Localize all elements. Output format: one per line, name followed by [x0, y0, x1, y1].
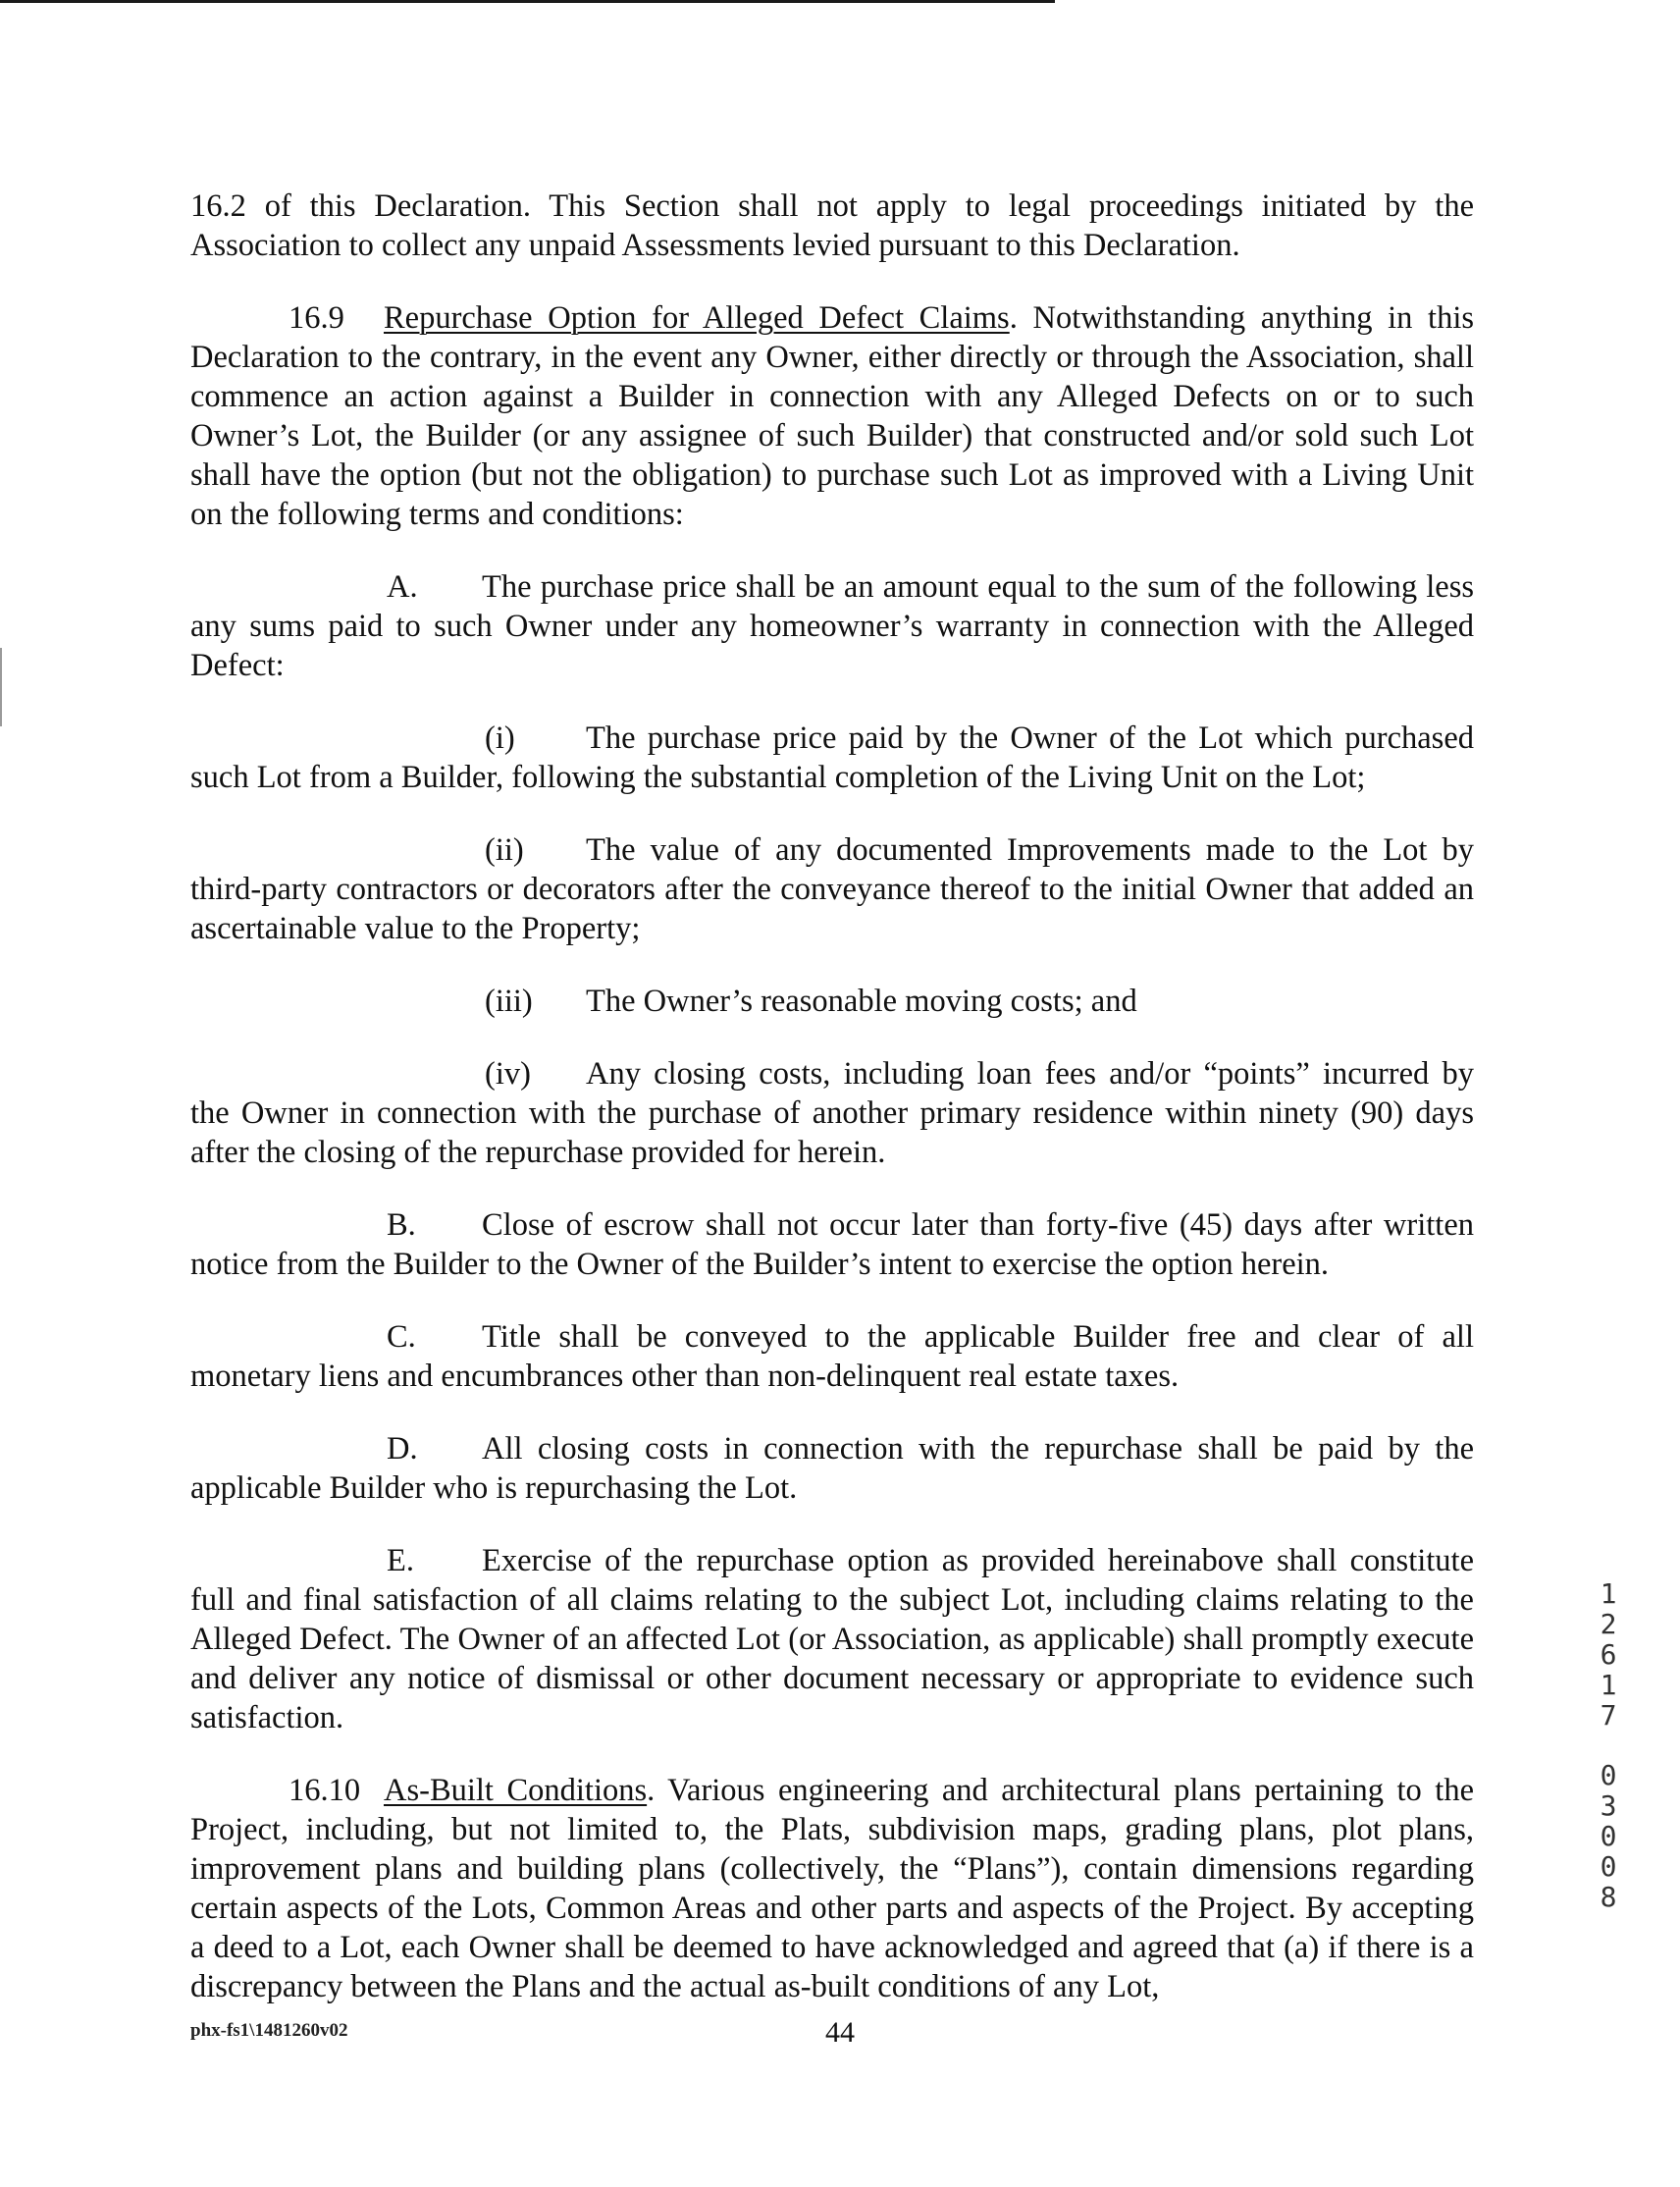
subsection-label: B. — [387, 1207, 416, 1243]
paragraph-text: All closing costs in connection with the repurchase shall be paid by the applicable Builder who is repurchasing the Lot. — [190, 1431, 1474, 1506]
scan-edge-left-mark — [0, 648, 2, 726]
paragraph-text: Exercise of the repurchase option as provided hereinabove shall constitute full and final satisfaction of all claims relating to the subject Lot, including claims relating to the Alleged Defect. The Owner of an affected Lot (or Association, as applicable) shall promptly execute and deliver any notice of dismissal or other document necessary or appropriate to evidence such satisfaction. — [190, 1543, 1474, 1735]
paragraph-text: Title shall be conveyed to the applicable Builder free and clear of all monetary liens and encumbrances other than non-delinquent real estate taxes. — [190, 1319, 1474, 1394]
paragraph-text: Any closing costs, including loan fees and/or “points” incurred by the Owner in connection with the purchase of another primary residence within ninety (90) days after the closing of the repurchase provided for herein. — [190, 1056, 1474, 1170]
subsection-d — [190, 1429, 1474, 1508]
paragraph-text: The Owner’s reasonable moving costs; and — [586, 984, 1137, 1019]
recording-stamp-gap — [1596, 1731, 1621, 1760]
recording-stamp-vertical — [1596, 1578, 1621, 1912]
clause-ii — [190, 830, 1474, 948]
section-number: 16.9 — [289, 300, 344, 336]
subsection-c — [190, 1317, 1474, 1396]
paragraph-text: The value of any documented Improvements made to the Lot by third-party contractors or decorators after the conveyance thereof to the initial Owner that added an ascertainable value to the Property; — [190, 832, 1474, 946]
paragraph-text: The purchase price shall be an amount equal to the sum of the following less any sums paid to such Owner under any homeowner’s warranty in connection with the Alleged Defect: — [190, 569, 1474, 683]
recording-stamp-part-2: 03008 — [1600, 1759, 1617, 1913]
paragraph-text: . Notwithstanding anything in this Declaration to the contrary, in the event any Owner, either directly or through the Association, shall commence an action against a Builder in connection with any Alleged Defects on or to such Owner’s Lot, the Builder (or any assignee of such Builder) that constructed and/or sold such Lot shall have the option (but not the obligation) to purchase such Lot as improved with a Living Unit on the following terms and conditions: — [190, 300, 1475, 532]
section-16-10 — [190, 1771, 1474, 2006]
page-number: 44 — [825, 2016, 855, 2049]
clause-label: (i) — [485, 720, 515, 756]
subsection-b — [190, 1205, 1474, 1284]
paragraph-text: The purchase price paid by the Owner of the Lot which purchased such Lot from a Builder, following the substantial completion of the Living Unit on the Lot; — [190, 720, 1474, 795]
subsection-label: D. — [387, 1431, 418, 1467]
subsection-label: C. — [387, 1319, 416, 1355]
paragraph-continuation-16-8 — [190, 187, 1474, 265]
paragraph-text: Close of escrow shall not occur later than forty-five (45) days after written notice from the Builder to the Owner of the Builder’s intent to exercise the option herein. — [190, 1207, 1474, 1282]
clause-label: (iii) — [485, 984, 533, 1019]
paragraph-text: . Various engineering and architectural plans pertaining to the Project, including, but not limited to, the Plats, subdivision maps, grading plans, plot plans, improvement plans and building plans (collectively, the “Plans”), contain dimensions regarding certain aspects of the Lots, Common Areas and other parts and aspects of the Project. By accepting a deed to a Lot, each Owner shall be deemed to have acknowledged and agreed that (a) if there is a discrepancy between the Plans and the actual as-built conditions of any Lot, — [190, 1773, 1474, 2004]
section-number: 16.10 — [289, 1773, 361, 1808]
recording-stamp-part-1: 1261 7 — [1600, 1577, 1617, 1732]
subsection-label: A. — [387, 569, 418, 605]
clause-i — [190, 719, 1474, 797]
subsection-a — [190, 567, 1474, 685]
clause-iv — [190, 1054, 1474, 1172]
clause-iii — [190, 982, 1474, 1021]
section-16-9 — [190, 298, 1474, 534]
subsection-label: E. — [387, 1543, 414, 1578]
document-page — [190, 187, 1474, 2040]
section-heading: Repurchase Option for Alleged Defect Claims — [384, 300, 1010, 336]
clause-label: (ii) — [485, 832, 524, 868]
clause-label: (iv) — [485, 1056, 531, 1092]
section-heading: As-Built Conditions — [384, 1773, 648, 1808]
subsection-e — [190, 1541, 1474, 1737]
scan-edge-top-line — [0, 0, 1055, 3]
footer-document-id: phx-fs1\1481260v02 — [190, 2020, 348, 2041]
paragraph-text: 16.2 of this Declaration. This Section shall not apply to legal proceedings initiated by the Association to collect any unpaid Assessments levied pursuant to this Declaration. — [190, 188, 1474, 263]
